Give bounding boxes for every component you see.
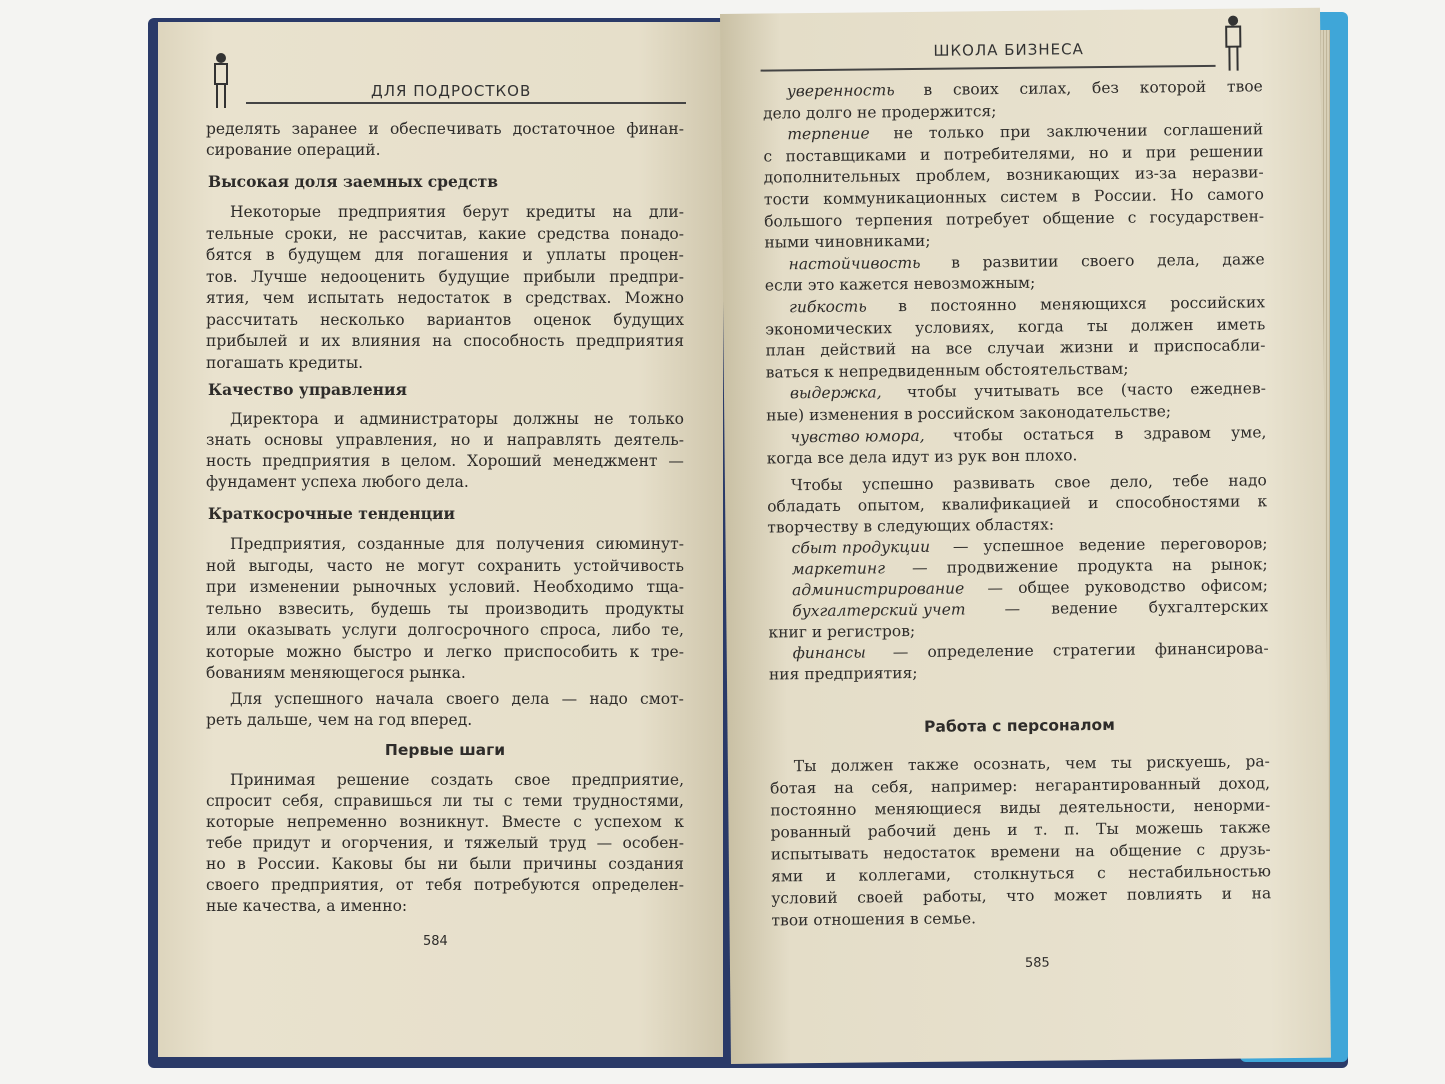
- text-line: погашать кредиты.: [206, 353, 364, 372]
- section-heading: Работа с персоналом: [924, 715, 1115, 736]
- text-line: гибкость в постоянно меняющихся российских: [765, 292, 1265, 319]
- emphasized-term: гибкость: [788, 297, 867, 317]
- paragraph: [206, 770, 684, 917]
- emphasized-term: маркетинг: [791, 559, 886, 579]
- text-line: с поставщиками и потребителями, но и при решении: [763, 142, 1264, 166]
- text-line: рованный рабочий день и т. п. Ты можешь также: [770, 818, 1271, 842]
- paragraph: [770, 750, 1272, 931]
- text-line: сирование операций.: [206, 141, 381, 159]
- text-line: чувство юмора, чтобы остаться в здравом уме,: [766, 422, 1266, 449]
- emphasized-term: настойчивость: [788, 253, 921, 274]
- text-line: творчеству в следующих областях:: [767, 515, 1055, 537]
- paragraph: [206, 689, 684, 731]
- text-line: которые можно быстро и легко приспособить к тре-: [206, 642, 684, 661]
- header-rule: [761, 65, 1216, 72]
- paragraph: [763, 76, 1267, 470]
- text-line: твои отношения в семье.: [771, 909, 977, 930]
- text-line: дело долго не продержится;: [762, 101, 997, 123]
- text-line: ваться к непредвиденным обстоятельствам;: [765, 359, 1129, 382]
- text-line: ной выгоды, часто не могут сохранить устойчивость: [206, 556, 684, 575]
- section-heading: Первые шаги: [384, 741, 506, 759]
- text-line: ными чиновниками;: [764, 231, 931, 252]
- text-line: дополнительных проблем, возникающих из-за неразви-: [763, 163, 1264, 187]
- text-line: бятся в будущем для погашения и уплаты процен-: [206, 246, 684, 264]
- text-line: реть дальше, чем на год вперед.: [206, 711, 473, 729]
- header-rule: [246, 102, 686, 104]
- text-line: Чтобы успешно развивать свое дело, тебе надо: [790, 471, 1267, 495]
- text-line: своего предприятия, от тебя потребуются определен-: [206, 876, 684, 894]
- right-page: [720, 8, 1331, 1064]
- text-line: выдержка, чтобы учитывать все (часто ежеднев-: [766, 379, 1266, 406]
- text-line: ботая на себя, например: негарантированный доход,: [770, 774, 1271, 798]
- page-number: 585: [1024, 955, 1050, 971]
- text-line: ределять заранее и обеспечивать достаточное финан-: [206, 120, 684, 138]
- page-number: 584: [423, 934, 448, 949]
- text-line: ные) изменения в российском законодательстве;: [766, 402, 1172, 425]
- text-line: сбыт продукции — успешное ведение переговоров;: [791, 534, 1268, 558]
- text-line: фундамент успеха любого дела.: [206, 473, 469, 491]
- text-line: Директора и администраторы должны не только: [230, 410, 684, 428]
- text-line: спросит себя, справишься ли ты с теми трудностями,: [206, 792, 684, 810]
- text-line: которые непременно возникнут. Вместе с успехом к: [206, 813, 684, 831]
- text-line: Некоторые предприятия берут кредиты на дли-: [230, 203, 684, 221]
- text-line: большого терпения потребует общение с государствен-: [764, 206, 1265, 231]
- emphasized-term: чувство юмора,: [790, 426, 925, 446]
- text-line: тельные сроки, не рассчитав, какие средства понадо-: [206, 224, 684, 243]
- text-line: тебе придут и огорчения, и тяжелый труд — особен-: [206, 834, 684, 852]
- person-figure-icon: [210, 52, 232, 112]
- text-line: бованиям меняющегося рынка.: [206, 664, 466, 682]
- text-line: знать основы управления, но и направлять деятель-: [206, 431, 684, 449]
- person-figure-icon: [1222, 15, 1245, 75]
- text-line: тости коммуникационных систем в России. Но самого: [763, 185, 1264, 209]
- text-line: настойчивость в развитии своего дела, даже: [765, 249, 1265, 276]
- text-line: но в России. Каковы бы ни были причины создания: [206, 855, 684, 873]
- text-line: или оказывать услуги долгосрочного спроса, либо те,: [206, 621, 684, 639]
- text-line: терпение не только при заключении соглашений: [763, 120, 1263, 147]
- paragraph: [206, 202, 684, 374]
- emphasized-term: администрирование: [791, 579, 965, 600]
- emphasized-term: уверенность: [786, 81, 895, 101]
- text-line: при изменении рыночных условий. Необходимо тща-: [206, 578, 684, 596]
- emphasized-term: терпение: [787, 124, 870, 144]
- text-line: рассчитать несколько вариантов оценок будущих: [206, 310, 684, 329]
- text-line: ятия, чем испытать недостаток в средствах. Можно: [206, 289, 684, 307]
- text-line: администрирование — общее руководство офисом;: [791, 576, 1269, 600]
- text-line: постоянно меняющиеся виды деятельности, ненорми-: [770, 796, 1271, 820]
- text-line: Предприятия, созданные для получения сиюминут-: [230, 535, 684, 553]
- paragraph: [206, 119, 684, 161]
- paragraph: [767, 470, 1269, 685]
- section-heading: Высокая доля заемных средств: [208, 172, 499, 191]
- section-heading: Краткосрочные тенденции: [208, 504, 456, 523]
- emphasized-term: сбыт продукции: [791, 537, 931, 558]
- text-line: тов. Лучше недооценить будущие прибыли предпри-: [206, 267, 684, 286]
- text-line: прибылей и их влияния на способность предприятия: [206, 332, 684, 350]
- left-page: [158, 22, 723, 1057]
- text-line: обладать опытом, квалификацией и способностями к: [767, 492, 1268, 516]
- text-line: маркетинг — продвижение продукта на рынок;: [791, 555, 1268, 579]
- text-line: уверенность в своих силах, без которой твое: [763, 76, 1263, 103]
- paragraph: [206, 534, 684, 685]
- text-line: Ты должен также осознать, чем ты рискуешь, ра-: [793, 752, 1270, 776]
- text-line: ния предприятия;: [768, 663, 918, 684]
- text-line: финансы — определение стратегии финансирова-: [792, 639, 1269, 663]
- text-line: Для успешного начала своего дела — надо смот-: [230, 690, 684, 708]
- text-line: ные качества, а именно:: [206, 897, 408, 915]
- text-line: если это кажется невозможным;: [764, 274, 1036, 295]
- text-line: книг и регистров;: [768, 621, 916, 642]
- running-header: ДЛЯ ПОДРОСТКОВ: [371, 82, 532, 100]
- text-line: ями и коллегами, столкнуться с нестабильностью: [770, 862, 1272, 886]
- text-line: план действий на все случаи жизни и приспосабли-: [765, 336, 1266, 360]
- running-header: ШКОЛА БИЗНЕСА: [933, 40, 1084, 60]
- text-line: Принимая решение создать свое предприятие,: [230, 771, 684, 789]
- paragraph: [206, 409, 684, 493]
- text-line: бухгалтерский учет — ведение бухгалтерских: [792, 597, 1269, 621]
- text-line: когда все дела идут из рук вон плохо.: [766, 446, 1078, 468]
- text-line: испытывать недостаток времени на общение с друзь-: [770, 840, 1271, 864]
- emphasized-term: выдержка,: [789, 383, 882, 403]
- text-line: экономических условиях, когда ты должен иметь: [765, 314, 1266, 339]
- text-line: условий своей работы, что может повлиять и на: [771, 884, 1272, 908]
- text-line: тельно взвесить, будешь ты производить продукты: [206, 599, 684, 618]
- emphasized-term: финансы: [792, 643, 866, 663]
- section-heading: Качество управления: [208, 380, 407, 399]
- emphasized-term: бухгалтерский учет: [792, 600, 966, 621]
- text-line: ность предприятия в целом. Хороший менеджмент —: [206, 452, 684, 470]
